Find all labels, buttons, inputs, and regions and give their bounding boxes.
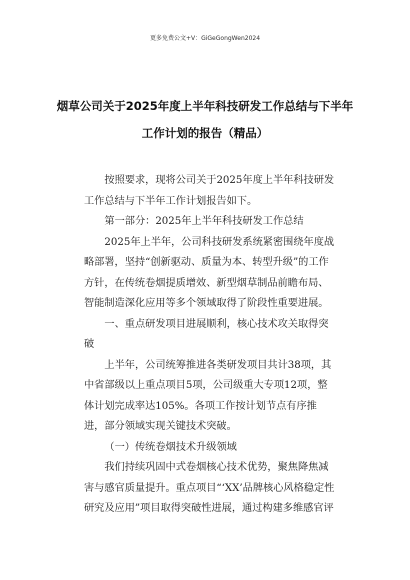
subsection1-heading: （一）传统卷烟技术升级领域 bbox=[104, 441, 237, 453]
document-title-line1: 烟草公司关于2025年度上半年科技研发工作总结与下半年 bbox=[56, 99, 354, 113]
intro-paragraph: 按照要求，现将公司关于2025年度上半年科技研发工作总结与下半年工作计划报告如下。 bbox=[84, 175, 335, 207]
paragraph-2: 上半年，公司统筹推进各类研发项目共计38项，其中省部级以上重点项目5项，公司级重大专项12项，整体计划完成率达105%。各项工作按计划节点有序推进，部分领域实现关键技术突破。 bbox=[84, 359, 332, 432]
paragraph-3: 我们持续巩固中式卷烟核心技术优势，聚焦降焦减害与感官质量提升。重点项目“‘XX’品牌核心风格稳定性研究及应用”项目取得突破性进展，通过构建多维感官评 bbox=[84, 462, 335, 514]
document-title-line2: 工作计划的报告（精品） bbox=[141, 126, 269, 140]
document-body bbox=[84, 171, 336, 520]
part1-heading: 第一部分：2025年上半年科技研发工作总结 bbox=[104, 216, 304, 227]
header-note: 更多免费公文+V：GiGeGongWen2024 bbox=[149, 35, 261, 42]
paragraph-1: 2025年上半年，公司科技研发系统紧密围绕年度战略部署，坚持“创新驱动、质量为本、转型升级”的工作方针，在传统卷烟提质增效、新型烟草制品前瞻布局、智能制造深化应用等多个领域取得了阶段性重要进展。 bbox=[84, 236, 335, 309]
section1-heading: 一、重点研发项目进展顺利，核心技术攻关取得突破 bbox=[84, 318, 329, 350]
